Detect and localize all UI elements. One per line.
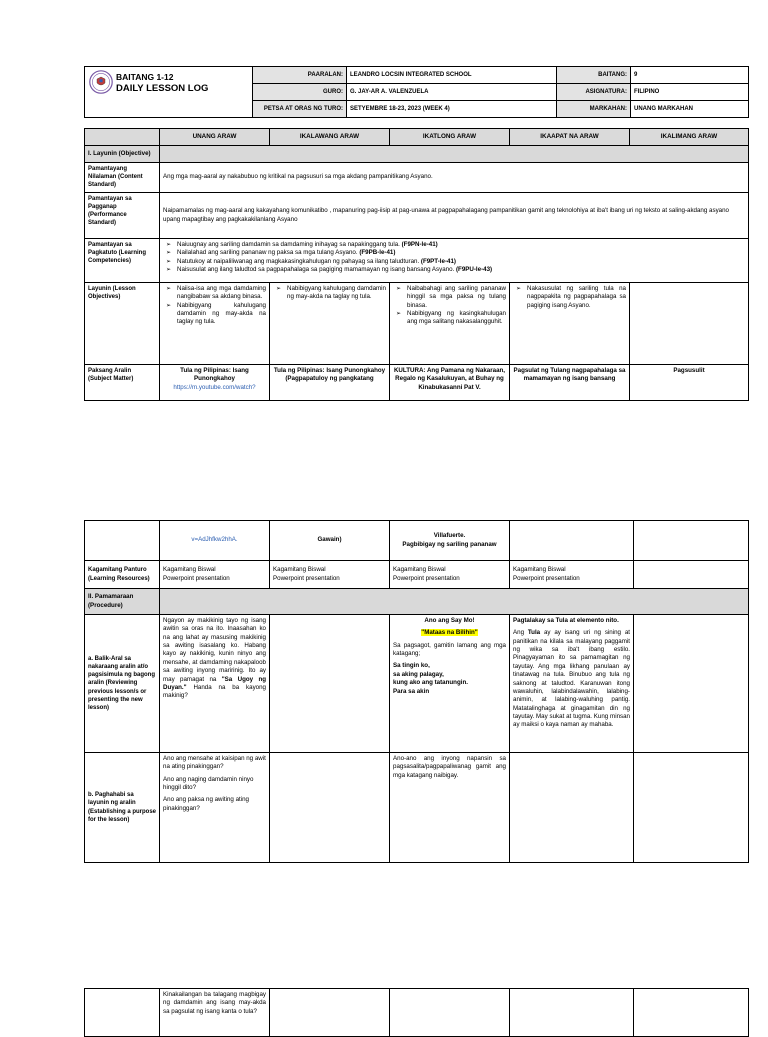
- resource-line: Powerpoint presentation: [163, 574, 230, 582]
- day-header: IKALIMANG ARAW: [630, 129, 749, 146]
- resources-day3: [390, 561, 510, 589]
- resources-day2: [270, 561, 390, 589]
- lesson-table-page2: [84, 520, 749, 863]
- subject-day2-cont: Gawain): [270, 521, 390, 561]
- activity-instruction: Sa pagsagot, gamitin lamang ang mga katagang;: [393, 641, 506, 658]
- lesson-table-page1: [84, 128, 749, 401]
- subject-day4: Pagsulat ng Tulang nagpapahalaga sa mamamayan ng isang bansang: [510, 365, 630, 401]
- school-value: LEANDRO LOCSIN INTEGRATED SCHOOL: [347, 67, 557, 84]
- date-label: PETSA AT ORAS NG TURO:: [253, 101, 347, 118]
- competency-item: ➢ Naiuugnay ang sariling damdamin sa damdaming inihayag sa napakinggang tula. (F9PN-le-41): [177, 241, 745, 249]
- header-title-log: DAILY LESSON LOG: [116, 83, 209, 94]
- objective-item: ➢ Nabibigyang kahulugang damdamin ng may-akda na taglay ng tula.: [177, 302, 266, 327]
- subject-matter-row: [85, 365, 749, 401]
- section-row: [85, 146, 749, 163]
- resources-row: [85, 561, 749, 589]
- deped-seal-icon: [89, 70, 113, 94]
- purpose-row: [85, 753, 749, 863]
- highlight-topic: "Mataas na Bilihin": [421, 629, 478, 637]
- performance-standard-row: [85, 193, 749, 239]
- subject-value: FILIPINO: [631, 84, 749, 101]
- performance-standard-label: Pamantayan sa Pagganap (Performance Standard): [85, 193, 160, 239]
- header-title-grade: BAITANG 1-12: [116, 72, 174, 82]
- subject-subtitle: (Pagpapatuloy ng pangkatang: [285, 375, 374, 383]
- purpose-day1: [160, 753, 270, 863]
- objectives-day3: [390, 283, 510, 365]
- resource-line: Kagamitang Biswal: [273, 566, 326, 574]
- blank-cell: [510, 989, 634, 1037]
- continued-row: [85, 989, 749, 1037]
- teacher-label: GURO:: [253, 84, 347, 101]
- resource-line: Powerpoint presentation: [393, 574, 460, 582]
- purpose-day4: [510, 753, 634, 863]
- resource-line: Kagamitang Biswal: [163, 566, 216, 574]
- page3-day1: Kinakailangan ba talagang magbigay ng damdamin ang isang may-akda sa pagsulat ng isang kanta o tula?: [160, 989, 270, 1037]
- band-fill: [160, 589, 749, 615]
- objective-item: ➢ Naibabahagi ang sariling pananaw hinggil sa mga paksa ng tulang binasa.: [407, 285, 506, 310]
- subject-day2: [270, 365, 390, 401]
- discussion-title: Pagtalakay sa Tula at elemento nito.: [513, 617, 619, 624]
- content-standard-label: Pamantayang Nilalaman (Content Standard): [85, 163, 160, 193]
- blank-side: [85, 989, 160, 1037]
- activity-title: Ano ang Say Mo!: [424, 617, 475, 624]
- purpose-day2: [270, 753, 390, 863]
- review-label: a. Balik-Aral sa nakaraang aralin at/o pagsisimula ng bagong aralin (Reviewing previous lesson/s or presenting the new lesson): [85, 615, 160, 753]
- subject-day3-cont: [390, 521, 510, 561]
- objectives-heading: I. Layunin (Objective): [85, 146, 160, 163]
- phrase-item: sa aking palagay,: [393, 670, 444, 678]
- purpose-label: b. Paghahabi sa layunin ng aralin (Establishing a purpose for the lesson): [85, 753, 160, 863]
- purpose-day5: [634, 753, 749, 863]
- lesson-objectives-row: [85, 283, 749, 365]
- objectives-day2: [270, 283, 390, 365]
- header-row: [85, 67, 749, 84]
- procedure-heading: II. Pamamaraan (Procedure): [85, 589, 160, 615]
- review-day4: Pagtalakay sa Tula at elemento nito. Ang Tula ay ay isang uri ng sining at panitikan na kilala sa malayang paggamit ng wika sa iba't ibang estilo. Pinagyayaman ito sa pamamagitan ng tayutay. Ang mga likhang panulaan ay tinatawag na tula. Binubuo ang tula ng saknong at taludtod. Karanuwan itong wawaluhin, lalabindalawahin, lalabing-animin, at lalabing-waluhing pantig. Matatalinghaga at ginagamitan din ng tayutay. May sukat at tugma. Kung minsan ay maiksi o kaya naman ay mahaba.: [510, 615, 634, 753]
- competency-item: ➢ Nailalahad ang sariling pananaw ng paksa sa mga tulang Asyano. (F9PB-le-41): [177, 249, 745, 257]
- review-day1: Ngayon ay makikinig tayo ng isang awitin sa oras na ito. Inaasahan ko na ang lahat ay masusing makikinig sa awiting isasalang ko. Habang kayo ay nakikinig, kunin ninyo ang mensahe, at damdaming nakapaloob sa awiting inyong maririnig. Ito ay may pamagat na "Sa Ugoy ng Duyan." Handa na ba kayong makinig?: [160, 615, 270, 753]
- section-row: [85, 589, 749, 615]
- phrase-item: Para sa akin: [393, 687, 430, 695]
- lesson-table-page3: [84, 988, 749, 1037]
- subject-title: Tula ng Pilipinas: Isang Punongkahoy: [180, 367, 249, 383]
- objectives-day4: [510, 283, 630, 365]
- blank-cell: [634, 521, 749, 561]
- purpose-day3: Ano-ano ang inyong napansin sa pagsasalita/pagpapaliwanag gamit ang mga katagang naibigay.: [390, 753, 510, 863]
- objective-item: ➢ Naiisa-isa ang mga damdaming nangibabaw sa akdang binasa.: [177, 285, 266, 302]
- competencies-row: [85, 239, 749, 283]
- grade-label: BAITANG:: [557, 67, 631, 84]
- grade-value: 9: [631, 67, 749, 84]
- question-item: Ano ang mensahe at kaisipan ng awit na ating pinakinggan?: [163, 755, 266, 771]
- blank-cell: [634, 989, 749, 1037]
- competency-item: ➢ Naisusulat ang ilang taludtod sa pagpapahalaga sa pagiging mamamayan ng isang bansang Asyano. (F9PU-le-43): [177, 266, 745, 274]
- competencies-label: Pamantayan sa Pagkatuto (Learning Competencies): [85, 239, 160, 283]
- teacher-value: G. JAY-AR A. VALENZUELA: [347, 84, 557, 101]
- resources-day5: [634, 561, 749, 589]
- question-item: Ano ang naging damdamin ninyo hinggil dito?: [163, 775, 254, 792]
- content-standard-row: [85, 163, 749, 193]
- quarter-label: MARKAHAN:: [557, 101, 631, 118]
- subject-line: Villafuerte.: [433, 532, 466, 540]
- subject-day3: KULTURA: Ang Pamana ng Nakaraan, Regalo ng Kasalukuyan, at Buhay ng Kinabukasanni Pat V.: [390, 365, 510, 401]
- question-item: Ano ang paksa ng awiting ating pinakinggan?: [163, 796, 249, 812]
- blank-cell: [270, 989, 390, 1037]
- subject-matter-label: Paksang Aralin (Subject Matter): [85, 365, 160, 401]
- resource-line: Powerpoint presentation: [513, 574, 580, 582]
- competency-item: ➢ Natutukoy at naipaliliwanag ang magkakasingkahulugan ng pahayag sa ilang taludturan. (F9PT-le-41): [177, 258, 745, 266]
- subject-day5: Pagsusulit: [630, 365, 749, 401]
- header-table: [84, 66, 749, 118]
- resources-label: Kagamitang Panturo (Learning Resources): [85, 561, 160, 589]
- lesson-objectives-label: Layunin (Lesson Objectives): [85, 283, 160, 365]
- day-header: IKALAWANG ARAW: [270, 129, 390, 146]
- blank-cell: [510, 521, 634, 561]
- date-value: SETYEMBRE 18-23, 2023 (WEEK 4): [347, 101, 557, 118]
- subject-line: Pagbibigay ng sariling pananaw: [402, 540, 497, 548]
- youtube-link[interactable]: https://m.youtube.com/watch?: [173, 383, 256, 391]
- resources-day1: [160, 561, 270, 589]
- phrase-item: kung ako ang tatanungin.: [393, 679, 468, 687]
- subject-title: Tula ng Pilipinas: Isang Punongkahoy: [273, 367, 386, 374]
- competencies-list: [160, 239, 749, 283]
- objectives-day5: [630, 283, 749, 365]
- performance-standard-text: Naipamamalas ng mag-aaral ang kakayahang komunikatibo , mapanuring pag-iisip at pag-unawa at pagpapahalagang pampanitikan gamit ang teknolohiya at iba't ibang uri ng teksto at saling-akdang asyano upang mapagtibay ang pagkakakilanlang Asyano: [160, 193, 749, 239]
- objective-item: ➢ Nabibigyang ng kasingkahulugan ang mga salitang nakasalangguhit.: [407, 310, 506, 327]
- band-fill: [160, 146, 749, 163]
- resources-day4: [510, 561, 634, 589]
- resource-line: Powerpoint presentation: [273, 574, 340, 582]
- quarter-value: UNANG MARKAHAN: [631, 101, 749, 118]
- corner-cell: [85, 129, 160, 146]
- school-label: PAARALAN:: [253, 67, 347, 84]
- phrase-item: Sa tingin ko,: [393, 662, 430, 670]
- review-row: [85, 615, 749, 753]
- resource-line: Kagamitang Biswal: [513, 566, 566, 574]
- subject-matter-cont-row: [85, 521, 749, 561]
- title-block: [85, 67, 253, 118]
- objectives-day1: [160, 283, 270, 365]
- youtube-link-cont[interactable]: v=AdJhfkw2hhA.: [160, 521, 270, 561]
- subject-day1: [160, 365, 270, 401]
- resource-line: Kagamitang Biswal: [393, 566, 446, 574]
- review-day5: [634, 615, 749, 753]
- content-standard-text: Ang mga mag-aaral ay nakabubuo ng kritikal na pagsusuri sa mga akdang pampanitikang Asyano.: [160, 163, 749, 193]
- days-header-row: [85, 129, 749, 146]
- blank-cell: [390, 989, 510, 1037]
- blank-side: [85, 521, 160, 561]
- subject-label: ASIGNATURA:: [557, 84, 631, 101]
- day-header: UNANG ARAW: [160, 129, 270, 146]
- day-header: IKAAPAT NA ARAW: [510, 129, 630, 146]
- objective-item: ➢ Nabibigyang kahulugang damdamin ng may-akda na taglay ng tula.: [287, 285, 386, 302]
- objective-item: ➢ Nakasusulat ng sariling tula na nagpapakita ng pagpapahalaga sa pagiging isang Asyano.: [527, 285, 626, 310]
- review-day2: [270, 615, 390, 753]
- day-header: IKATLONG ARAW: [390, 129, 510, 146]
- review-day3: [390, 615, 510, 753]
